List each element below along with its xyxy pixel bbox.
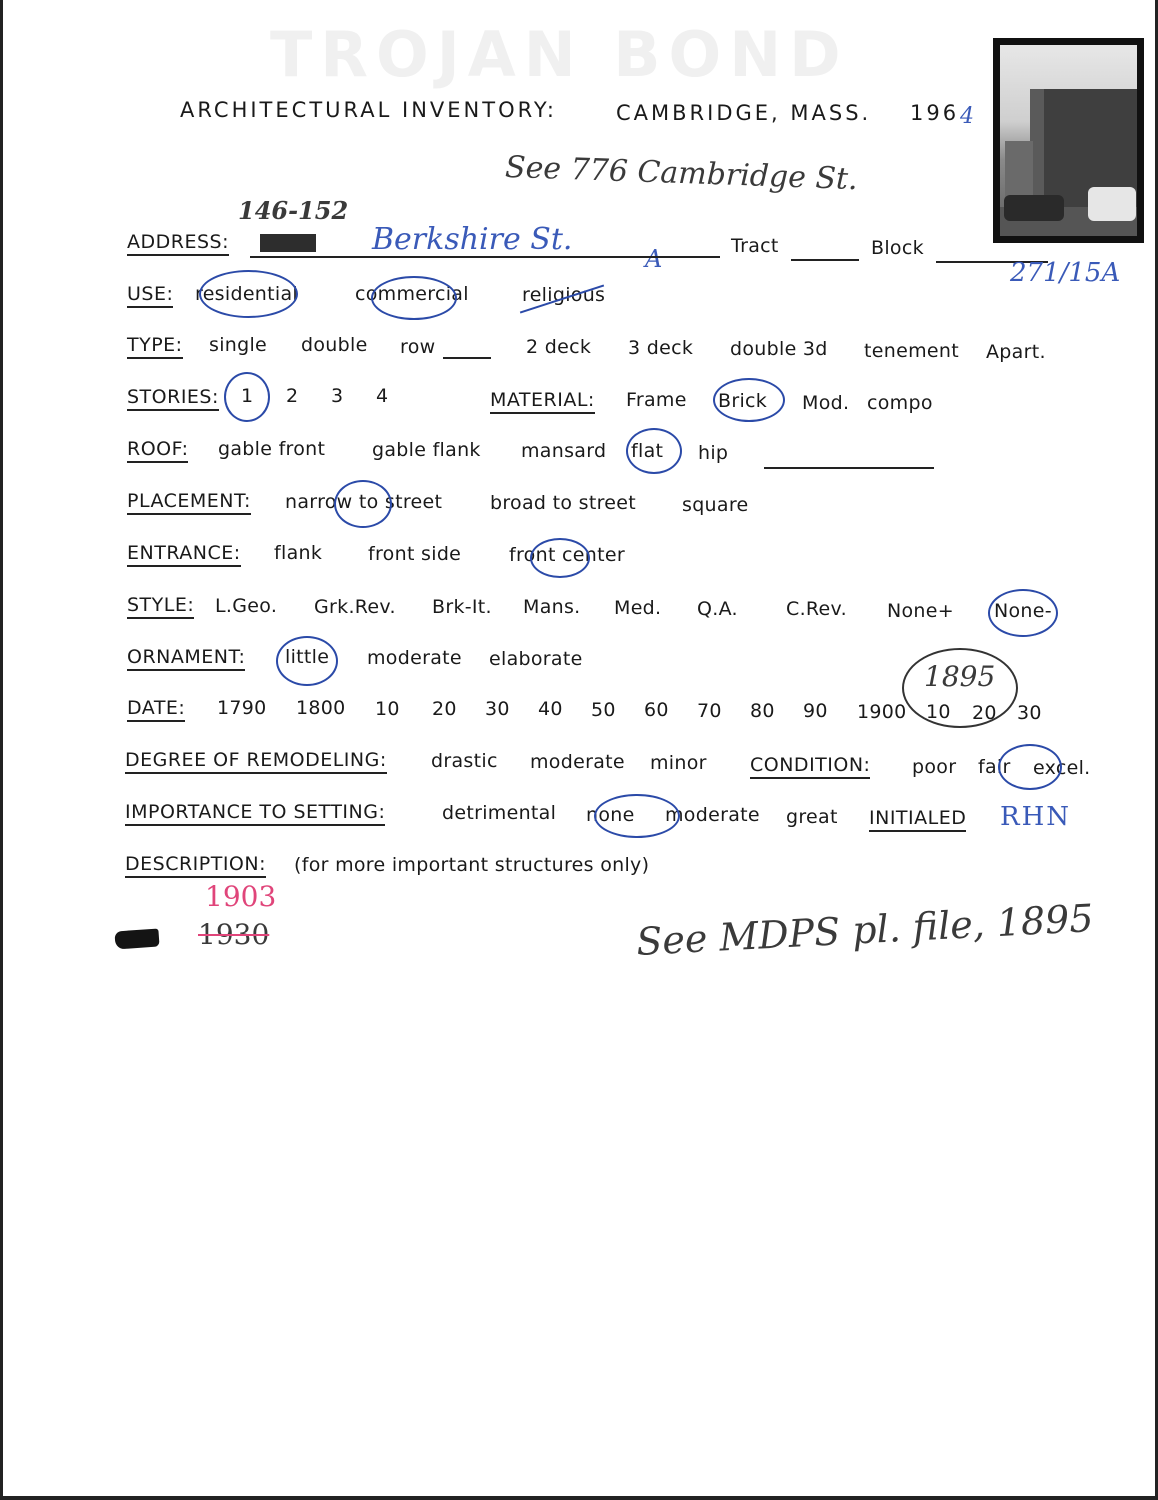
roof-other-line xyxy=(764,467,934,469)
stories-option-4: 4 xyxy=(376,385,389,407)
ornament-option-little: little xyxy=(285,646,330,668)
date-option-10: 10 xyxy=(375,698,400,720)
style-option-none-minus: None- xyxy=(994,600,1052,622)
entrance-label: ENTRANCE: xyxy=(127,541,241,567)
date-option-1910: 10 xyxy=(926,701,951,723)
description-note: (for more important structures only) xyxy=(294,854,650,876)
condition-option-poor: poor xyxy=(912,756,957,778)
paper-watermark: TROJAN BOND xyxy=(270,18,849,91)
style-none-minus-circle xyxy=(988,589,1058,637)
placement-option-square: square xyxy=(682,494,749,516)
use-option-religious: religious xyxy=(522,284,606,306)
address-label: ADDRESS: xyxy=(127,230,229,256)
initialed-label: INITIALED xyxy=(869,806,966,832)
date-option-30: 30 xyxy=(485,698,510,720)
remodeling-option-minor: minor xyxy=(650,752,707,774)
stories-option-2: 2 xyxy=(286,385,299,407)
ink-smudge xyxy=(114,928,159,949)
block-value: 271/15A xyxy=(1010,258,1121,288)
stories-option-1: 1 xyxy=(241,385,254,407)
material-brick-circle xyxy=(713,378,785,422)
importance-circle xyxy=(594,794,680,838)
ornament-option-moderate: moderate xyxy=(367,647,462,669)
style-option-qa: Q.A. xyxy=(697,598,738,620)
date-option-70: 70 xyxy=(697,700,722,722)
form-title: ARCHITECTURAL INVENTORY: xyxy=(180,98,557,122)
type-option-3deck: 3 deck xyxy=(628,337,694,359)
address-street: Berkshire St. xyxy=(372,222,573,257)
address-mark: A xyxy=(645,245,663,273)
style-option-none-plus: None+ xyxy=(887,600,954,622)
condition-option-fair: fair xyxy=(978,756,1011,778)
tract-label: Tract xyxy=(731,235,779,257)
roof-option-gable-front: gable front xyxy=(218,438,326,460)
use-option-commercial: commercial xyxy=(355,283,469,305)
ornament-option-elaborate: elaborate xyxy=(489,648,583,670)
stories-1-circle xyxy=(224,372,270,422)
cross-reference-note: See 776 Cambridge St. xyxy=(504,149,859,198)
remodeling-option-drastic: drastic xyxy=(431,750,498,772)
placement-narrow-circle xyxy=(334,480,392,528)
condition-circle xyxy=(998,744,1062,790)
material-option-compo: compo xyxy=(867,392,933,414)
form-city: CAMBRIDGE, MASS. xyxy=(616,101,872,125)
address-number: 146-152 xyxy=(238,196,349,225)
placement-label: PLACEMENT: xyxy=(127,489,251,515)
stories-option-3: 3 xyxy=(331,385,344,407)
material-label: MATERIAL: xyxy=(490,388,595,414)
style-option-mans: Mans. xyxy=(523,596,581,618)
entrance-option-flank: flank xyxy=(274,542,323,564)
remodeling-option-moderate: moderate xyxy=(530,751,625,773)
use-option-residential: residential xyxy=(195,283,299,305)
description-handwritten-note: See MDPS pl. file, 1895 xyxy=(635,896,1095,964)
date-handwritten: 1895 xyxy=(924,660,996,693)
tract-line xyxy=(791,259,859,261)
roof-option-gable-flank: gable flank xyxy=(372,439,481,461)
type-option-tenement: tenement xyxy=(864,340,959,362)
use-residential-circle xyxy=(199,270,298,318)
use-label: USE: xyxy=(127,282,173,308)
material-option-frame: Frame xyxy=(626,389,687,411)
type-option-2deck: 2 deck xyxy=(526,336,592,358)
type-option-double3d: double 3d xyxy=(730,338,828,360)
condition-label: CONDITION: xyxy=(750,753,870,779)
style-option-crev: C.Rev. xyxy=(786,598,847,620)
description-label: DESCRIPTION: xyxy=(125,852,266,878)
entrance-option-front-side: front side xyxy=(368,543,462,565)
address-underline xyxy=(250,256,720,258)
building-photo xyxy=(993,38,1144,243)
date-option-1920: 20 xyxy=(972,702,997,724)
stories-label: STORIES: xyxy=(127,385,219,411)
initialed-value: RHN xyxy=(1000,802,1071,832)
roof-label: ROOF: xyxy=(127,437,188,463)
date-option-1930: 30 xyxy=(1017,702,1042,724)
placement-option-broad: broad to street xyxy=(490,492,637,514)
entrance-option-front-center: front center xyxy=(509,544,625,566)
importance-label: IMPORTANCE TO SETTING: xyxy=(125,800,385,826)
description-date-struck: 1930 xyxy=(198,918,270,951)
importance-option-detrimental: detrimental xyxy=(442,802,557,824)
date-option-1790: 1790 xyxy=(217,697,267,719)
type-row-line xyxy=(443,357,491,359)
material-option-brick: Brick xyxy=(718,390,768,412)
date-option-1900: 1900 xyxy=(857,701,907,723)
style-option-grkrev: Grk.Rev. xyxy=(314,596,396,618)
condition-option-excel: excel. xyxy=(1033,757,1091,779)
date-option-90: 90 xyxy=(803,700,828,722)
type-option-apart: Apart. xyxy=(986,341,1046,363)
date-label: DATE: xyxy=(127,696,185,722)
roof-option-flat: flat xyxy=(631,440,664,462)
importance-option-none: none xyxy=(586,804,635,826)
type-option-row: row xyxy=(400,336,436,358)
style-option-brkit: Brk-It. xyxy=(432,596,492,618)
form-year-handwritten: 4 xyxy=(960,104,974,129)
date-option-50: 50 xyxy=(591,699,616,721)
ornament-label: ORNAMENT: xyxy=(127,645,245,671)
importance-option-moderate: moderate xyxy=(665,804,760,826)
placement-option-narrow: narrow to street xyxy=(285,491,443,513)
roof-option-hip: hip xyxy=(698,442,729,464)
date-option-80: 80 xyxy=(750,700,775,722)
ornament-little-circle xyxy=(276,636,338,686)
date-option-60: 60 xyxy=(644,699,669,721)
use-commercial-circle xyxy=(371,276,457,320)
importance-option-great: great xyxy=(786,806,838,828)
date-option-20: 20 xyxy=(432,698,457,720)
style-option-med: Med. xyxy=(614,597,662,619)
address-redaction xyxy=(260,234,316,252)
style-option-lgeo: L.Geo. xyxy=(215,595,278,617)
date-option-40: 40 xyxy=(538,698,563,720)
form-year-printed: 196 xyxy=(910,101,960,125)
description-date-new: 1903 xyxy=(205,880,277,913)
entrance-center-circle xyxy=(530,538,590,578)
material-option-mod: Mod. xyxy=(802,392,850,414)
remodeling-label: DEGREE OF REMODELING: xyxy=(125,748,387,774)
roof-flat-circle xyxy=(626,428,682,474)
type-label: TYPE: xyxy=(127,333,183,359)
roof-option-mansard: mansard xyxy=(521,440,607,462)
block-label: Block xyxy=(871,237,924,259)
style-label: STYLE: xyxy=(127,593,194,619)
type-option-single: single xyxy=(209,334,268,356)
type-option-double: double xyxy=(301,334,368,356)
date-option-1800: 1800 xyxy=(296,697,346,719)
